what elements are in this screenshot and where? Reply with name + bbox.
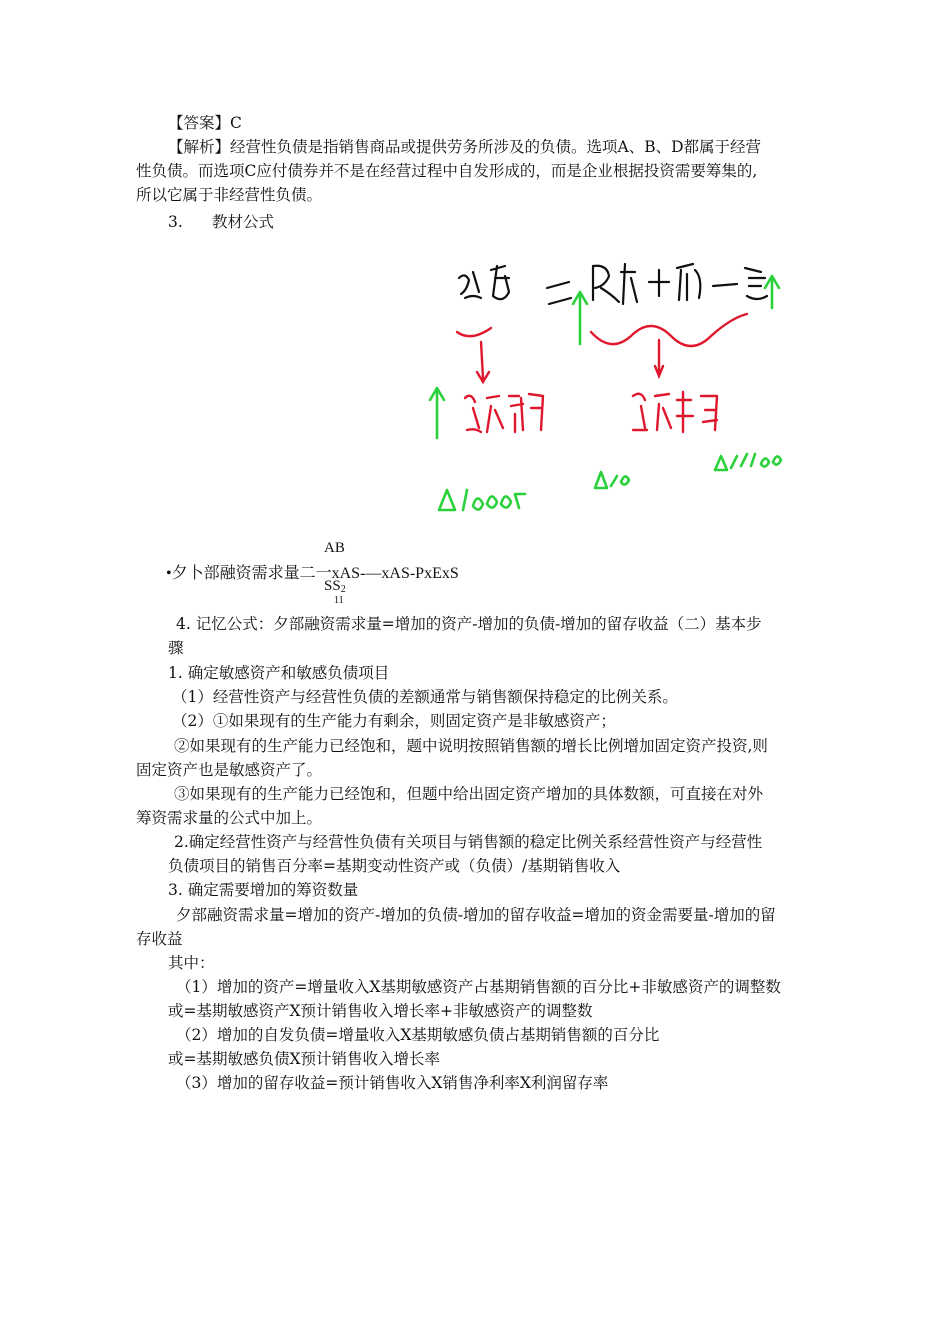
formula-main: •夕卜部融资需求量二一xAS-—xAS-PxExS	[166, 565, 459, 582]
text-line: 夕部融资需求量=增加的资产-增加的负债-增加的留存收益=增加的资金需要量-增加的留	[176, 906, 776, 924]
text-line: （1）增加的资产=增量收入X基期敏感资产占基期销售额的百分比+非敏感资产的调整数	[176, 978, 781, 996]
text-line: 1. 确定敏感资产和敏感负债项目	[168, 664, 390, 682]
analysis-line-1: 【解析】经营性负债是指销售商品或提供劳务所涉及的负债。选项A、B、D都属于经营	[168, 138, 762, 156]
item3-label: 教材公式	[212, 213, 275, 231]
item3-number: 3.	[168, 213, 183, 231]
text-line: 骤	[168, 639, 184, 657]
text-line: 4. 记忆公式：夕部融资需求量=增加的资产-增加的负债-增加的留存收益（二）基本步	[176, 615, 762, 633]
text-line: 或=基期敏感负债X预计销售收入增长率	[168, 1050, 441, 1068]
text-line: ③如果现有的生产能力已经饱和，但题中给出固定资产增加的具体数额，可直接在对外	[174, 785, 764, 803]
handwritten-sketch	[415, 248, 795, 528]
text-line: 负债项目的销售百分率=基期变动性资产或（负债）/基期销售收入	[168, 857, 621, 875]
text-line: 或=基期敏感资产X预计销售收入增长率+非敏感资产的调整数	[168, 1002, 593, 1020]
text-line: （3）增加的留存收益=预计销售收入X销售净利率X利润留存率	[176, 1074, 609, 1092]
analysis-line-2: 性负债。而选项C应付债券并不是在经营过程中自发形成的，而是企业根据投资需要筹集的,	[136, 162, 758, 180]
text-line: 存收益	[136, 930, 183, 948]
text-line: 其中：	[168, 954, 215, 972]
formula-numerator: AB	[324, 540, 345, 556]
text-line: 3. 确定需要增加的筹资数量	[168, 881, 359, 899]
analysis-line-3: 所以它属于非经营性负债。	[136, 186, 323, 204]
text-line: 2.确定经营性资产与经营性负债有关项目与销售额的稳定比例关系经营性资产与经营性	[174, 833, 763, 851]
formula-denominator: SS2	[324, 578, 346, 595]
text-line: ②如果现有的生产能力已经饱和，题中说明按照销售额的增长比例增加固定资产投资,则	[174, 737, 768, 755]
text-line: （2）①如果现有的生产能力有剩余，则固定资产是非敏感资产；	[172, 712, 616, 730]
text-line: （1）经营性资产与经营性负债的差额通常与销售额保持稳定的比例关系。	[172, 688, 678, 706]
formula-subscript: 11	[334, 595, 344, 606]
text-line: 固定资产也是敏感资产了。	[136, 761, 323, 779]
text-line: 筹资需求量的公式中加上。	[136, 809, 323, 827]
text-line: （2）增加的自发负债=增量收入X基期敏感负债占基期销售额的百分比	[176, 1026, 660, 1044]
answer-line: 【答案】C	[168, 114, 242, 132]
